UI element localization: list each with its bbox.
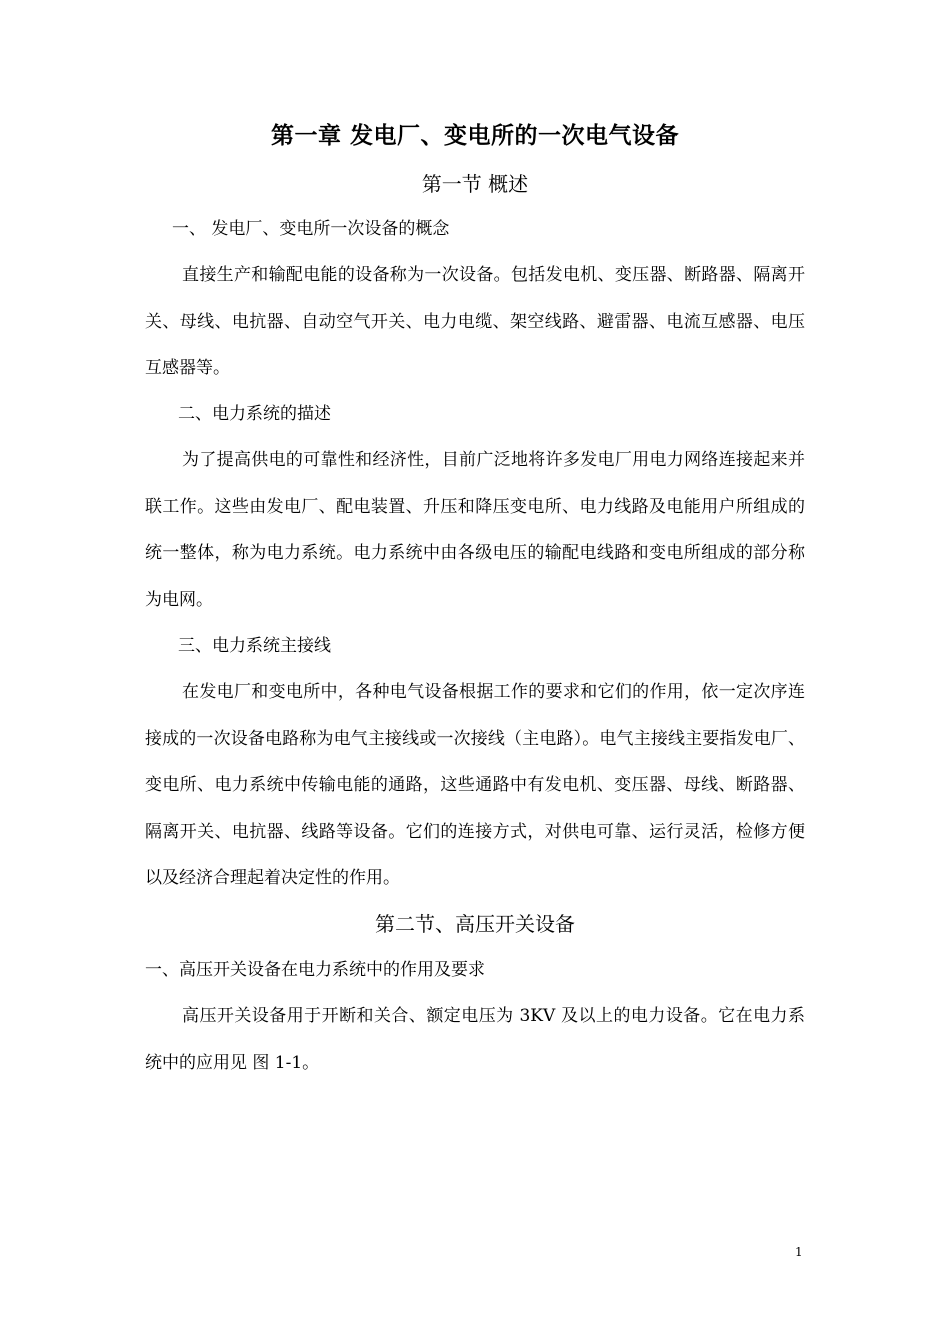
- heading-hv-switchgear-role: 一、高压开关设备在电力系统中的作用及要求: [145, 960, 485, 980]
- section-title-overview: 第一节 概述: [421, 172, 529, 196]
- heading-main-wiring: 三、电力系统主接线: [178, 636, 331, 656]
- paragraph-power-system: 为了提高供电的可靠性和经济性，目前广泛地将许多发电厂用电力网络连接起来并联工作。这些由发电厂、配电装置、升压和降压变电所、电力线路及电能用户所组成的统一整体，称为电力系统。电力系统中由各级电压的输配电线路和变电所组成的部分称为电网。: [145, 450, 805, 610]
- section-title-hv-switchgear: 第二节、高压开关设备: [375, 912, 575, 936]
- heading-primary-equipment-concept: 一、 发电厂、变电所一次设备的概念: [172, 219, 450, 239]
- heading-power-system-description: 二、电力系统的描述: [178, 404, 331, 424]
- paragraph-hv-switchgear: 高压开关设备用于开断和关合、额定电压为 3KV 及以上的电力设备。它在电力系统中的应用见 图 1-1。: [145, 1006, 805, 1073]
- page-number: 1: [795, 1245, 803, 1259]
- paragraph-primary-equipment: 直接生产和输配电能的设备称为一次设备。包括发电机、变压器、断路器、隔离开关、母线、电抗器、自动空气开关、电力电缆、架空线路、避雷器、电流互感器、电压互感器等。: [145, 265, 805, 378]
- chapter-title: 第一章 发电厂、变电所的一次电气设备: [270, 122, 679, 149]
- paragraph-main-wiring: 在发电厂和变电所中，各种电气设备根据工作的要求和它们的作用，依一定次序连接成的一次设备电路称为电气主接线或一次接线（主电路）。电气主接线主要指发电厂、变电所、电力系统中传输电能的通路，这些通路中有发电机、变压器、母线、断路器、隔离开关、电抗器、线路等设备。它们的连接方式，对供电可靠、运行灵活，检修方便以及经济合理起着决定性的作用。: [145, 682, 805, 888]
